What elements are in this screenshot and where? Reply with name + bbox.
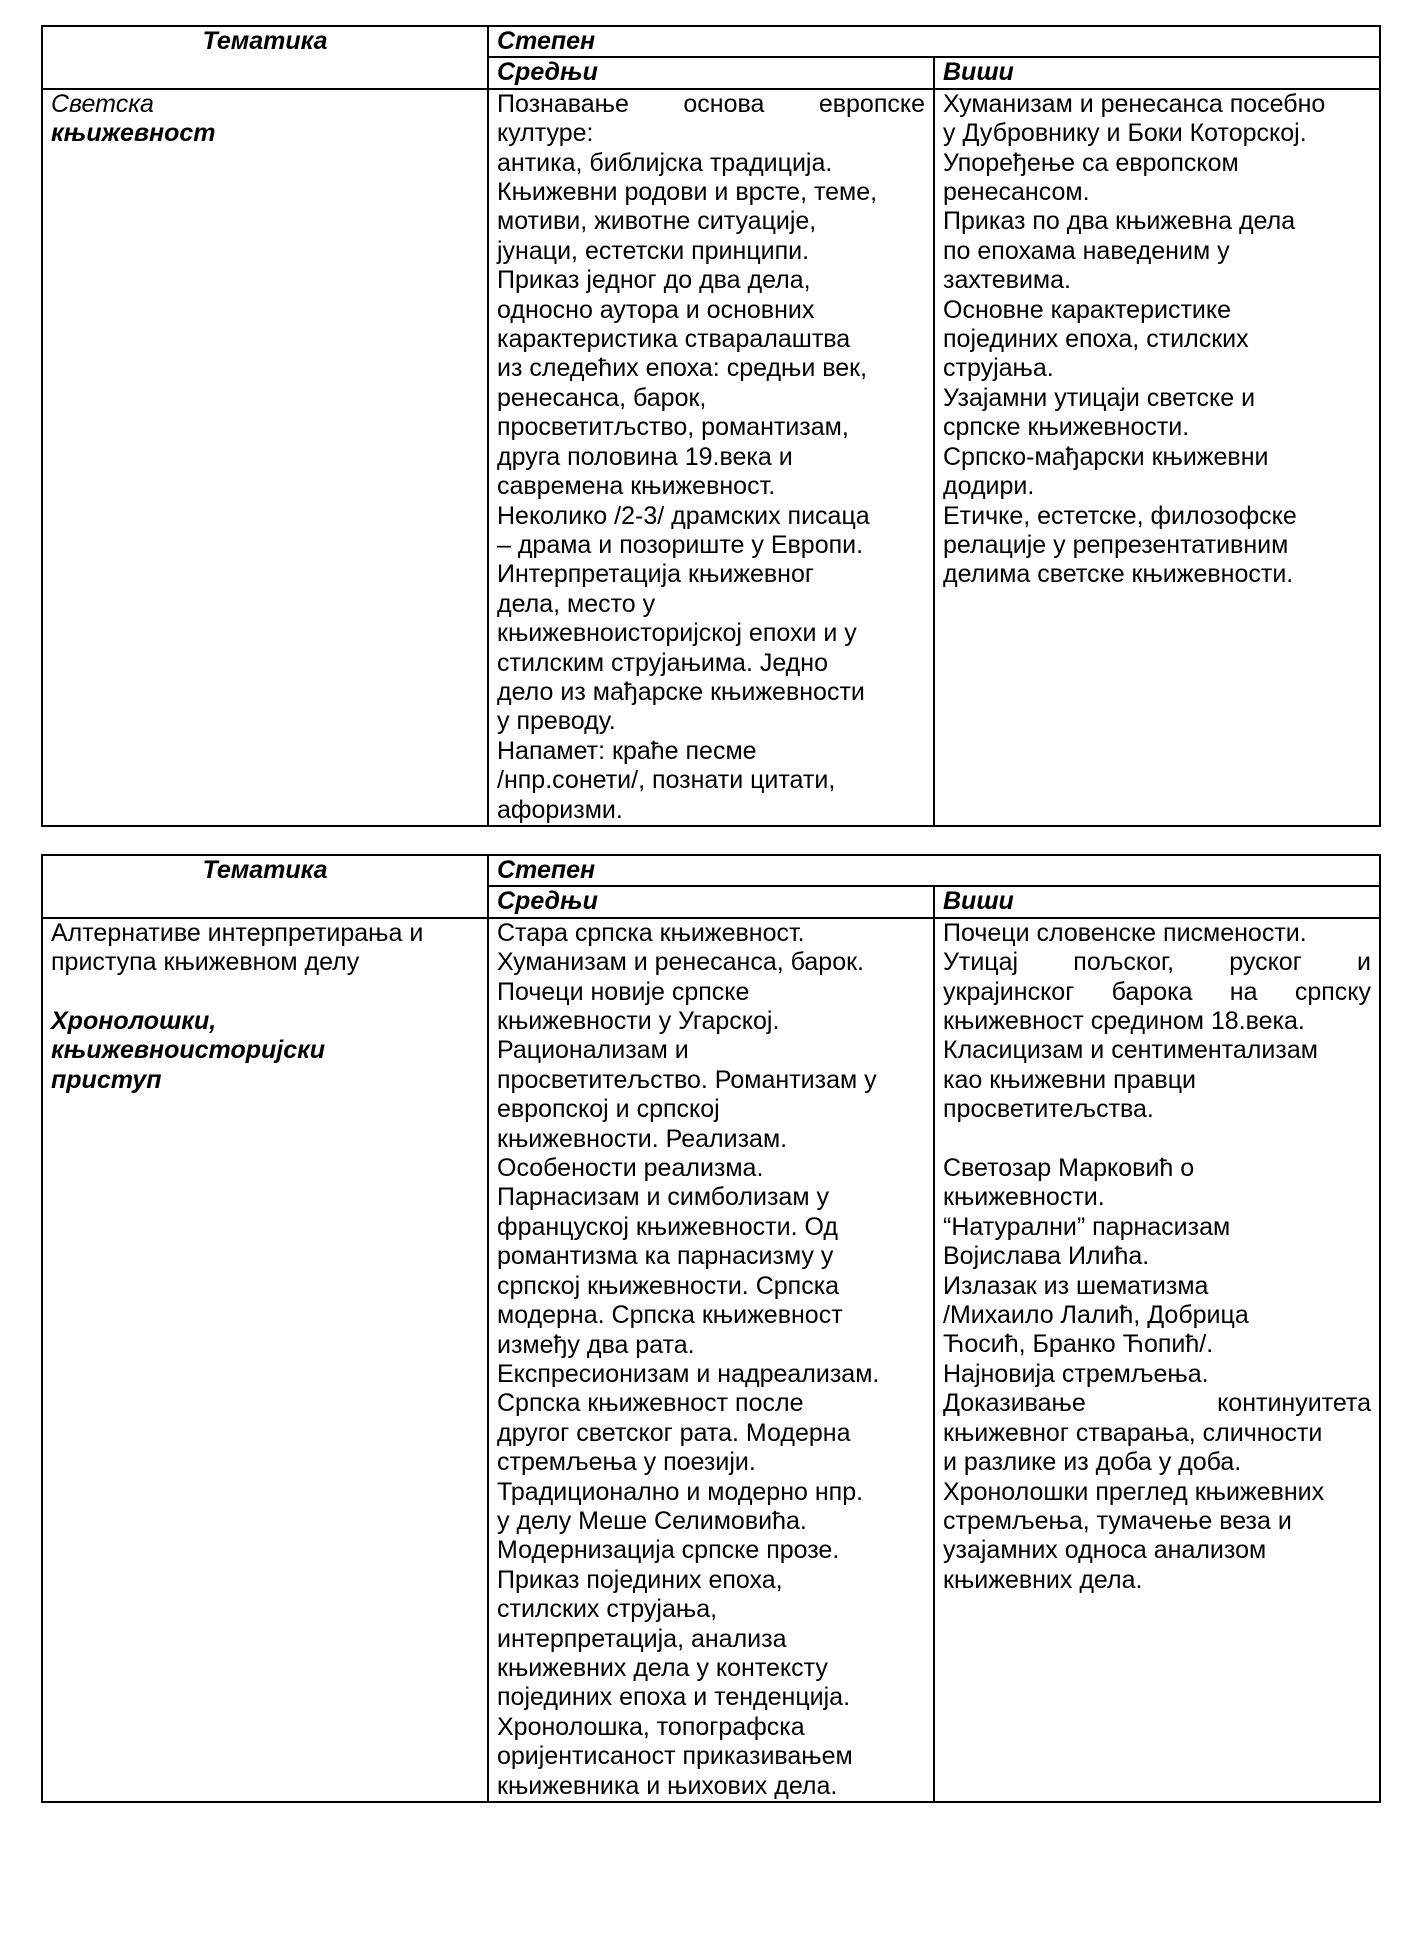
text-line: Традиционално и модерно нпр. — [497, 1477, 864, 1506]
text-line: Приказ по два књижевна дела — [943, 207, 1296, 236]
text-line: књижевност — [51, 119, 216, 148]
header-high: Виши — [934, 886, 1380, 917]
header-thematic: Тематика — [42, 26, 488, 89]
text-line: ренесансом. — [943, 178, 1090, 207]
text-line: у преводу. — [497, 707, 616, 736]
text-line: дело из мађарске књижевности — [497, 677, 865, 706]
text-line: мотиви, животне ситуације, — [497, 207, 817, 236]
text-line: Почеци словенске писмености. — [943, 918, 1307, 947]
text-line: карактеристика стваралаштва — [497, 325, 851, 354]
text-line: Доказивање континуитета — [943, 1389, 1372, 1418]
text-line: Ћосић, Бранко Ћопић/. — [943, 1330, 1214, 1359]
text-line: француској књижевности. Од — [497, 1212, 838, 1241]
header-level: Степен — [488, 26, 1380, 57]
text-line: модерна. Српска књижевност — [497, 1301, 843, 1330]
text-line: у делу Меше Селимовића. — [497, 1506, 807, 1535]
text-line: књижевност средином 18.века. — [943, 1007, 1305, 1036]
text-line: захтевима. — [943, 266, 1071, 295]
text-line: Основне карактеристике — [943, 295, 1231, 324]
header-level: Степен — [488, 855, 1380, 886]
text-line: Класицизам и сентиментализам — [943, 1036, 1318, 1065]
text-line: Упоређење са европском — [943, 148, 1239, 177]
text-line: Хронолошки преглед књижевних — [943, 1477, 1325, 1506]
text-line: просветитељства. — [943, 1095, 1154, 1124]
text-line: у Дубровнику и Боки Которској. — [943, 119, 1307, 148]
text-line: појединих епоха и тенденција. — [497, 1683, 851, 1712]
text-line: између два рата. — [497, 1330, 695, 1359]
text-line: књижевноисторијској епохи и у — [497, 619, 857, 648]
text-line: Војислава Илића. — [943, 1242, 1150, 1271]
text-line: Најновија стремљења. — [943, 1359, 1209, 1388]
cell-thematic — [42, 918, 488, 1802]
text-line — [943, 1125, 1371, 1154]
text-line: Хронолошки, — [51, 1007, 217, 1036]
text-line: Почеци новије српске — [497, 977, 750, 1006]
text-line: Модернизација српске прозе. — [497, 1536, 840, 1565]
text-line: стилским струјањима. Једно — [497, 648, 828, 677]
text-line: оријентисаност приказивањем — [497, 1742, 853, 1771]
header-row — [42, 26, 1380, 57]
text-line: Стара српска књижевност. — [497, 918, 805, 947]
text-line: “Натурални” парнасизам — [943, 1212, 1231, 1241]
text-line: Парнасизам и симболизам у — [497, 1183, 829, 1212]
text-line: ренесанса, барок, — [497, 383, 707, 412]
text-line: Излазак из шематизма — [943, 1271, 1209, 1300]
text-line: стремљења у поезији. — [497, 1448, 756, 1477]
text-line: афоризми. — [497, 795, 623, 824]
text-line: просветитљство, романтизам, — [497, 413, 849, 442]
text-line: и разлике из доба у доба. — [943, 1448, 1242, 1477]
text-line: књижевних дела. — [943, 1565, 1143, 1594]
text-line: појединих епоха, стилских — [943, 325, 1249, 354]
text-line: стилских струјања, — [497, 1595, 718, 1624]
text-line: из следећих епоха: средњи век, — [497, 354, 868, 383]
cell-mid — [488, 89, 934, 826]
header-thematic: Тематика — [42, 855, 488, 918]
text-line: /нпр.сонети/, познати цитати, — [497, 766, 836, 795]
text-line: Особености реализма. — [497, 1154, 764, 1183]
text-line: Интерпретација књижевног — [497, 560, 814, 589]
text-line: Светозар Марковић о — [943, 1154, 1195, 1183]
text-line: узајамних односа анализом — [943, 1536, 1267, 1565]
text-line: књижевности. Реализам. — [497, 1124, 788, 1153]
text-line: Алтернативе интерпретирања и — [51, 918, 424, 947]
content-row — [42, 918, 1380, 1802]
text-line — [51, 978, 479, 1007]
text-line: књижевноисторијски — [51, 1036, 326, 1065]
text-line: Неколико /2-3/ драмских писаца — [497, 501, 870, 530]
cell-high — [934, 918, 1380, 1802]
text-line: књижевности. — [943, 1183, 1105, 1212]
text-line: Српска књижевност после — [497, 1389, 804, 1418]
text-line: српске књижевности. — [943, 413, 1190, 442]
text-line: Српско-мађарски књижевни — [943, 442, 1269, 471]
text-line: књижевног стварања, сличности — [943, 1418, 1323, 1447]
cell-high — [934, 89, 1380, 826]
table-world-literature — [41, 25, 1381, 827]
table-chronological-approach — [41, 854, 1381, 1803]
text-line: Књижевни родови и врсте, теме, — [497, 178, 878, 207]
header-mid: Средњи — [488, 886, 934, 917]
text-line: Напамет: краће песме — [497, 736, 757, 765]
text-line: /Михаило Лалић, Добрица — [943, 1301, 1249, 1330]
text-line: приступ — [51, 1065, 162, 1094]
text-line: Приказ појединих епоха, — [497, 1565, 783, 1594]
text-line: Етичке, естетске, филозофске — [943, 501, 1297, 530]
text-line: Рационализам и — [497, 1036, 689, 1065]
text-line: Узајамни утицаји светске и — [943, 383, 1256, 412]
text-line: јунаци, естетски принципи. — [497, 236, 810, 265]
text-line: другог светског рата. Модерна — [497, 1418, 851, 1447]
header-row — [42, 855, 1380, 886]
text-line: по епохама наведеним у — [943, 236, 1230, 265]
text-line: као књижевни правци — [943, 1065, 1196, 1094]
header-high: Виши — [934, 57, 1380, 88]
text-line: књижевности у Угарској. — [497, 1007, 780, 1036]
content-row — [42, 89, 1380, 826]
text-line: Експресионизам и надреализам. — [497, 1359, 880, 1388]
text-line: књижевника и њихових дела. — [497, 1771, 838, 1800]
text-line: књижевних дела у контексту — [497, 1653, 828, 1682]
cell-thematic — [42, 89, 488, 826]
text-line: српској књижевности. Српска — [497, 1271, 840, 1300]
text-line: Хуманизам и ренесанса, барок. — [497, 948, 864, 977]
text-line: приступа књижевном делу — [51, 948, 360, 977]
text-line: антика, библијска традиција. — [497, 148, 833, 177]
text-line: дела, место у — [497, 589, 656, 618]
text-line: романтизма ка парнасизму у — [497, 1242, 834, 1271]
text-line: односно аутора и основних — [497, 295, 815, 324]
text-line: интерпретација, анализа — [497, 1624, 787, 1653]
text-line: друга половина 19.века и — [497, 442, 793, 471]
text-line: Хуманизам и ренесанса посебно — [943, 89, 1326, 118]
text-line: Приказ једног до два дела, — [497, 266, 811, 295]
text-line: додири. — [943, 472, 1035, 501]
text-line: Познавање основа европске — [497, 89, 925, 118]
text-line: Утицај пољског, руског и — [943, 948, 1372, 977]
text-line: струјања. — [943, 354, 1054, 383]
text-line: делима светске књижевности. — [943, 560, 1294, 589]
text-line: стремљења, тумачење веза и — [943, 1506, 1292, 1535]
text-line: европској и српској — [497, 1095, 720, 1124]
text-line: украјинског барока на српску — [943, 977, 1372, 1006]
text-line: Хронолошка, топографска — [497, 1712, 805, 1741]
text-line: савремена књижевност. — [497, 472, 776, 501]
text-line: Светска — [51, 89, 154, 118]
header-mid: Средњи — [488, 57, 934, 88]
text-line: културе: — [497, 119, 594, 148]
text-line: просветитељство. Романтизам у — [497, 1065, 877, 1094]
text-line: – драма и позориште у Европи. — [497, 530, 864, 559]
text-line: релације у репрезентативним — [943, 530, 1289, 559]
cell-mid — [488, 918, 934, 1802]
